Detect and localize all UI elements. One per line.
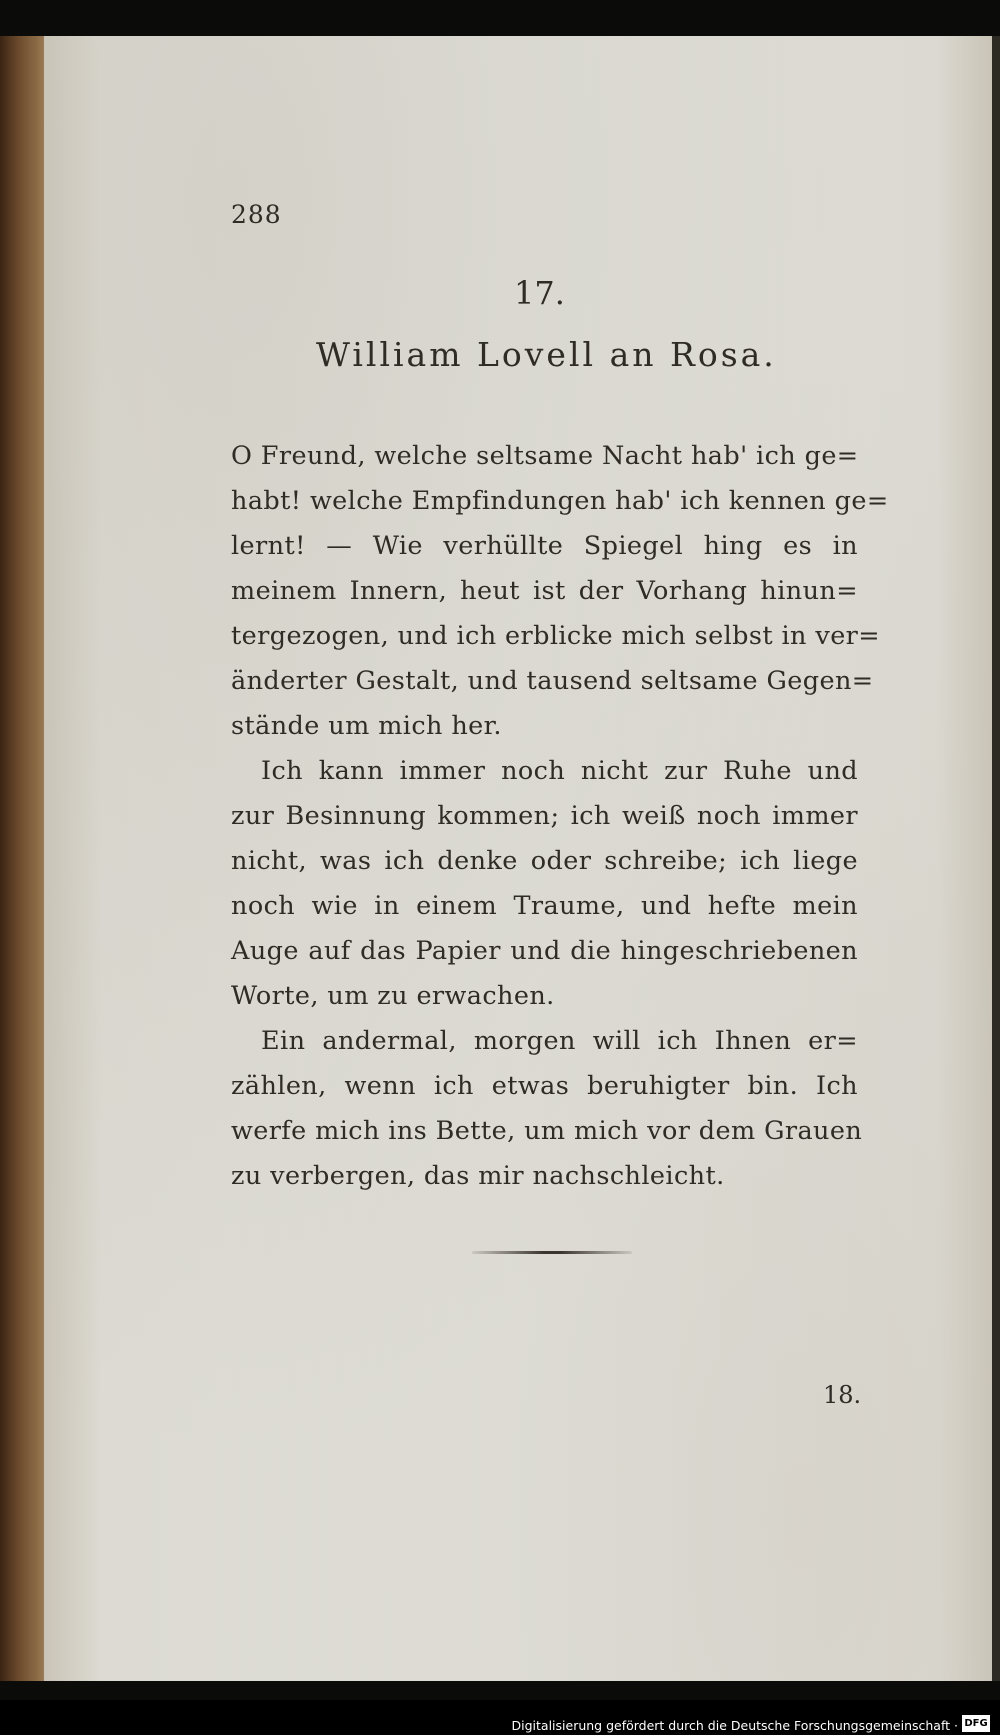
dfg-logo: DFG xyxy=(962,1715,990,1732)
text-line: tergezogen, und ich erblicke mich selbst in ver= xyxy=(231,621,881,651)
catchword: 18. xyxy=(823,1381,862,1409)
text-line: lernt! — Wie verhüllte Spiegel hing es in xyxy=(231,531,858,561)
text-line: noch wie in einem Traume, und hefte mein xyxy=(231,891,858,921)
text-line: habt! welche Empfindungen hab' ich kennen ge= xyxy=(231,486,889,516)
footer-credit: Digitalisierung gefördert durch die Deutsche Forschungsgemeinschaft · xyxy=(511,1718,958,1733)
text-line: Worte, um zu erwachen. xyxy=(231,981,555,1011)
section-divider xyxy=(472,1251,632,1254)
text-line: zur Besinnung kommen; ich weiß noch immer xyxy=(231,801,858,831)
letter-heading: William Lovell an Rosa. xyxy=(316,335,777,374)
page-edge xyxy=(992,36,1000,1681)
text-line: Ein andermal, morgen will ich Ihnen er= xyxy=(261,1026,858,1056)
text-line: änderter Gestalt, und tausend seltsame Gegen= xyxy=(231,666,874,696)
text-line: meinem Innern, heut ist der Vorhang hinun= xyxy=(231,576,858,606)
text-line: nicht, was ich denke oder schreibe; ich liege xyxy=(231,846,858,876)
text-line: werfe mich ins Bette, um mich vor dem Grauen xyxy=(231,1116,863,1146)
text-line: Auge auf das Papier und die hingeschriebenen xyxy=(231,936,858,966)
text-line: stände um mich her. xyxy=(231,711,502,741)
page-number: 288 xyxy=(231,200,282,229)
text-line: zu verbergen, das mir nachschleicht. xyxy=(231,1161,725,1191)
text-line: zählen, wenn ich etwas beruhigter bin. Ich xyxy=(231,1071,858,1101)
text-line: Ich kann immer noch nicht zur Ruhe und xyxy=(261,756,858,786)
text-line: O Freund, welche seltsame Nacht hab' ich ge= xyxy=(231,441,859,471)
letter-number: 17. xyxy=(514,274,565,312)
